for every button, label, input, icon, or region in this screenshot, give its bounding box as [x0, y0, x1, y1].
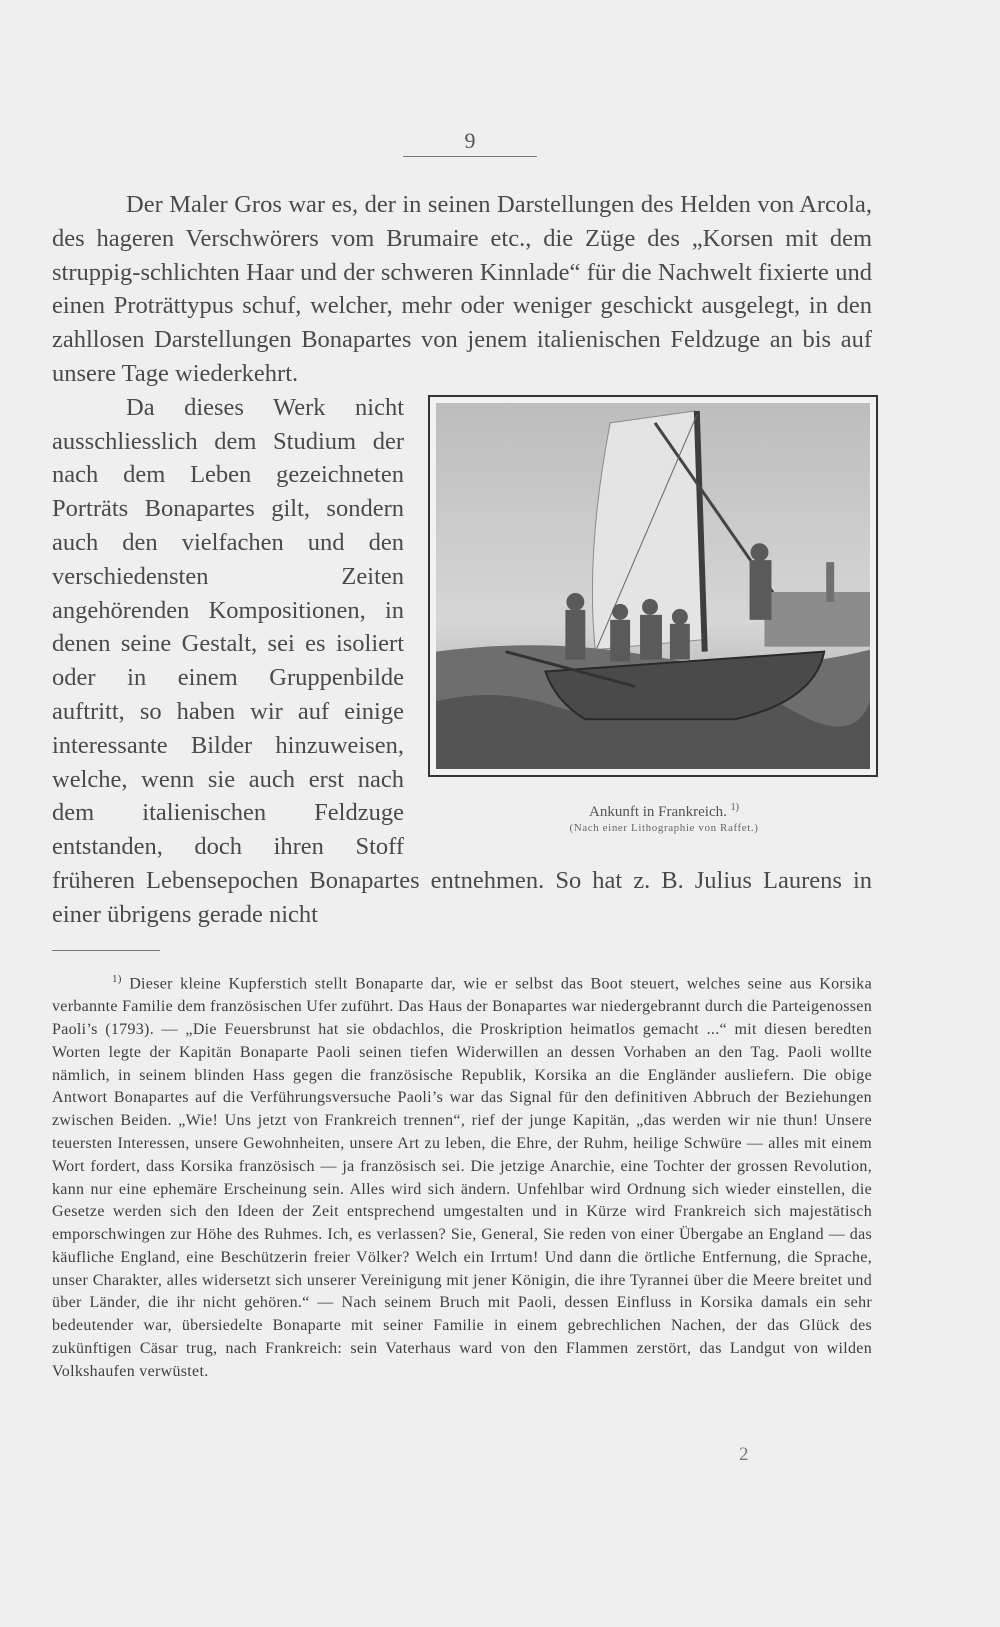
page-number-rule — [403, 156, 537, 157]
signature-mark: 2 — [739, 1444, 749, 1465]
figure-footnote-ref: 1) — [730, 801, 739, 813]
figure-source: (Nach einer Lithographie von Raffet.) — [569, 821, 759, 834]
paragraph-werk: Da dieses Werk nicht ausschliesslich dem Studium der nach dem Leben gezeichneten Porträts Bonapartes gilt, sondern auch den vielfachen und den verschiedensten Zeiten angehörenden Kompositionen, in denen seine Gestalt, sei es isoliert oder in einem Gruppenbilde auftritt, so haben wir auf einige interessante Bilder hinzuweisen, welche, wenn sie auch erst nach dem italienischen Feldzuge entstanden, doch ihren Stoff früheren Lebensepochen Bonapartes entnehmen. So hat z. B. Julius Laurens in einer übrigens gerade nicht — [52, 393, 872, 928]
illustration-figure — [428, 395, 880, 835]
figure-caption-text: Ankunft in Frankreich. — [589, 803, 727, 820]
footnote-rule — [52, 950, 160, 951]
distant-tower — [826, 562, 834, 602]
footnote-marker: 1) — [112, 973, 122, 985]
paragraph-gros: Der Maler Gros war es, der in seinen Darstellungen des Helden von Arcola, des hageren Verschwörers vom Brumaire etc., die Züge des „Korsen mit dem struppig-schlichten Haar und der schweren Kinnlade“ für die Nachwelt fixierte und einen Proträttypus schuf, welcher, mehr oder weniger geschickt ausgelegt, in den zahllosen Darstellungen Bonapartes von jenem italienischen Feldzuge an bis auf unsere Tage wiederkehrt. — [52, 191, 872, 387]
main-text — [52, 188, 872, 932]
figure-caption — [428, 799, 880, 821]
distant-shore — [764, 592, 870, 647]
footnote — [52, 968, 872, 1384]
boat-illustration — [436, 403, 870, 769]
footnote-text: Dieser kleine Kupferstich stellt Bonaparte dar, wie er selbst das Boot steuert, welches seine aus Korsika verbannte Familie dem französischen Ufer zuführt. Das Haus der Bonapartes war niedergebrannt durch die Parteigenossen Paoli’s (1793). — „Die Feuersbrunst hat sie obdachlos, die Proskription heimatlos gemacht ...“ mit diesen beredten Worten legte der Kapitän Bonaparte Paoli seinen tiefen Widerwillen an dessen Vorhaben an den Tag. Paoli wollte nämlich, in seinem blinden Hass gegen die französische Republik, Korsika an die Engländer ausliefern. Die obige Antwort Bonapartes auf die Verführungsversuche Paoli’s war das Signal für den definitiven Abbruch der Beziehungen zwischen Beiden. „Wie! Uns jetzt von Frankreich trennen“, rief der junge Kapitän, „das werden wir nie thun! Unsere teuersten Interessen, unsere Gewohnheiten, unsere Art zu leben, die Ehre, der Ruhm, heilige Schwüre — alles mit einem Wort fordert, dass Korsika französisch — ja französisch sei. Die jetzige Anarchie, eine Tochter der grossen Revolution, kann nur eine ephemäre Erscheinung sein. Alles wird sich ändern. Unfehlbar wird Ordnung sich wieder einstellen, die Gesetze werden sich den Ideen der Zeit entsprechend umgestalten und in Kürze wird Frankreich sich majestätisch emporschwingen zur Höhe des Ruhmes. Ich, es verlassen? Sie, General, Sie reden von einer Übergabe an England — das käufliche England, eine Beschützerin freier Völker? Welch ein Irrtum! Und dann die örtliche Entfernung, die Sprache, unser Charakter, alles widersetzt sich unserer Vereinigung mit jener Königin, die ihre Tyrannei über die Meere breitet und über Länder, die ihr nicht gehören.“ — Nach seinem Bruch mit Paoli, dessen Einfluss in Korsika damals ein sehr bedeutender war, übersiedelte Bonaparte mit seiner Familie in einem gebrechlichen Nachen, der das Glück des zukünftigen Cäsar trug, nach Frankreich: sein Vaterhaus ward von den Flammen zerstört, das Landgut von wilden Volkshaufen verwüstet. — [52, 975, 872, 1380]
illustration-frame — [428, 395, 878, 777]
page-number: 9 — [464, 128, 476, 153]
